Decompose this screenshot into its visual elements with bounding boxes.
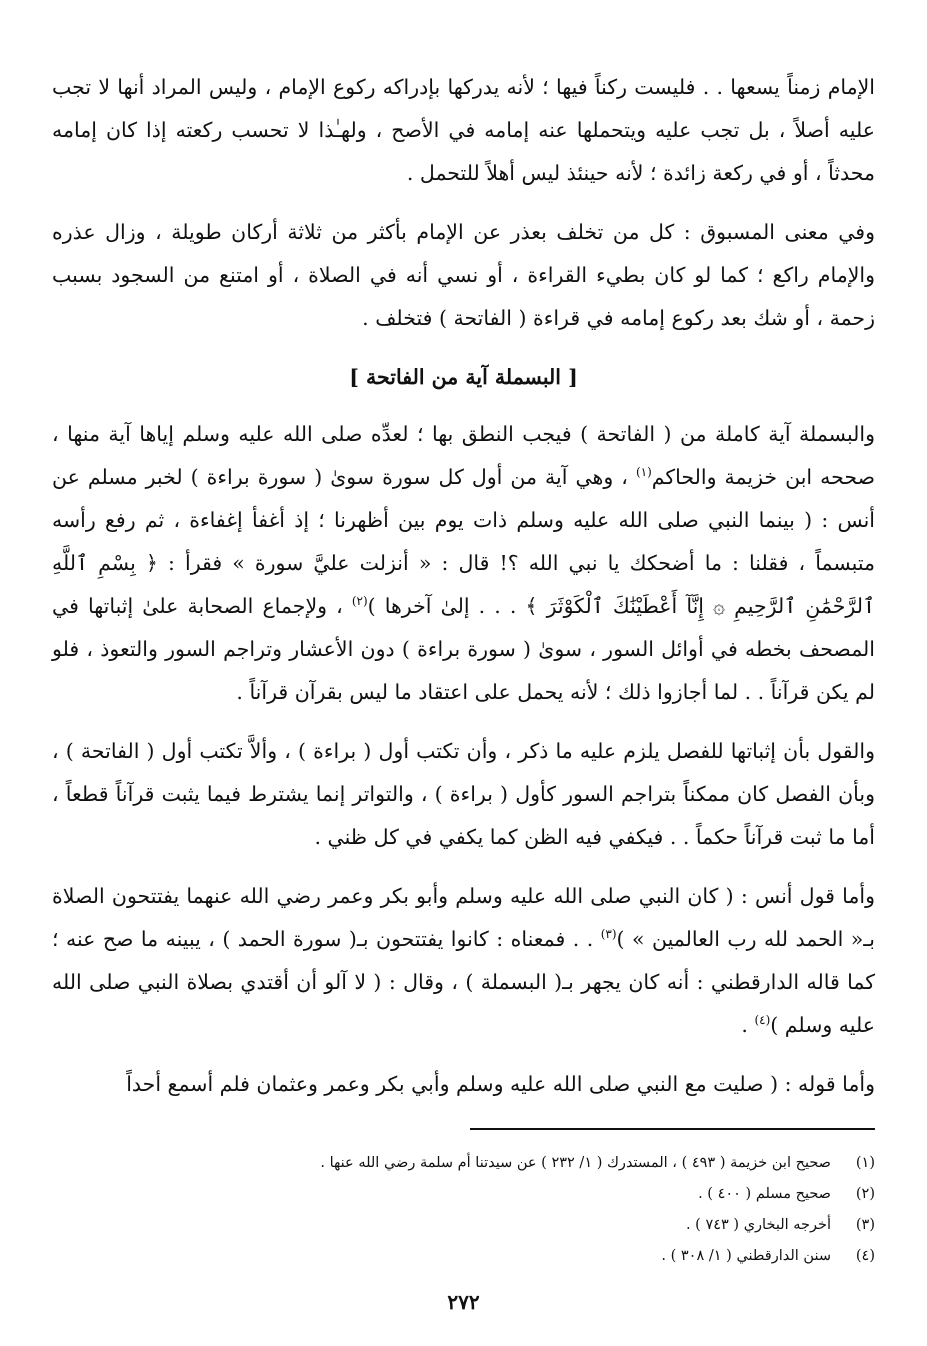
footnote bbox=[52, 1241, 875, 1272]
paragraph-5-text-c: . bbox=[741, 1013, 755, 1037]
section-heading: [ البسملة آية من الفاتحة ] bbox=[349, 365, 578, 389]
footnote-text: سنن الدارقطني ( ١/ ٣٠٨ ) . bbox=[661, 1248, 831, 1264]
footnote-number: (٤) bbox=[855, 1248, 875, 1264]
main-text bbox=[52, 66, 875, 1106]
paragraph-6: وأما قوله : ( صليت مع النبي صلى الله عليه وسلم وأبي بكر وعمر وعثمان فلم أسمع أحداً bbox=[126, 1072, 875, 1096]
paragraph-3 bbox=[52, 413, 875, 714]
footnote-text: أخرجه البخاري ( ٧٤٣ ) . bbox=[685, 1217, 831, 1233]
paragraph-5 bbox=[52, 875, 875, 1047]
paragraph-3-text-b: ، وهي آية من أول كل سورة سوىٰ ( سورة براءة ) لخبر مسلم عن أنس : ( بينما النبي صلى الله عليه وسلم ذات يوم بين أظهرنا ؛ إذ أغفأ إغفاءة ، ثم رفع رأسه متبسماً ، فقلنا : ما أضحكك يا نبي الله ؟! قال : « أنزلت عليَّ سورة » فقرأ : ﴿ بِسْمِ ٱللَّهِ ٱلرَّحْمَٰنِ ٱلرَّحِيمِ ۞ إِنَّآ أَعْطَيْنَٰكَ ٱلْكَوْثَرَ ﴾ . . . إلىٰ آخرها ) bbox=[52, 465, 875, 618]
page-number: ٢٧٢ bbox=[447, 1290, 480, 1314]
paragraph-3-text-a: والبسملة آية كاملة من ( الفاتحة ) فيجب النطق بها ؛ لعدِّه صلى الله عليه وسلم إياها آية منها ، صححه ابن خزيمة والحاكم bbox=[52, 422, 875, 489]
footnote-text: صحيح ابن خزيمة ( ٤٩٣ ) ، المستدرك ( ١/ ٢٣٢ ) عن سيدتنا أم سلمة رضي الله عنها . bbox=[320, 1155, 831, 1171]
footnotes bbox=[52, 1148, 875, 1272]
footnote-ref-1: (١) bbox=[635, 465, 652, 480]
footnote-ref-4: (٤) bbox=[754, 1013, 771, 1028]
footnote-number: (٣) bbox=[855, 1217, 875, 1233]
footnote-number: (١) bbox=[855, 1155, 875, 1171]
footnote bbox=[52, 1210, 875, 1241]
footnote-number: (٢) bbox=[855, 1186, 875, 1202]
paragraph-3-text-c: ، ولإجماع الصحابة علىٰ إثباتها في المصحف بخطه في أوائل السور ، سوىٰ ( سورة براءة ) دون الأعشار وتراجم السور والتعوذ ، فلو لم يكن قرآناً . . لما أجازوا ذلك ؛ لأنه يحمل على اعتقاد ما ليس بقرآن قرآناً . bbox=[52, 594, 875, 704]
paragraph-4: والقول بأن إثباتها للفصل يلزم عليه ما ذكر ، وأن تكتب أول ( براءة ) ، وألاَّ تكتب أول ( الفاتحة ) ، وبأن الفصل كان ممكناً بتراجم السور كأول ( براءة ) ، والتواتر إنما يشترط فيما يثبت قرآناً قطعاً ، أما ما ثبت قرآناً حكماً . . فيكفي فيه الظن كما يكفي في كل ظني . bbox=[52, 739, 875, 849]
footnote-divider bbox=[470, 1128, 875, 1130]
footnote bbox=[52, 1179, 875, 1210]
paragraph-5-text-a: وأما قول أنس : ( كان النبي صلى الله عليه وسلم وأبو بكر وعمر رضي الله عنهما يفتتحون الصلاة بـ« الحمد لله رب العالمين » ) bbox=[52, 884, 875, 951]
footnote bbox=[52, 1148, 875, 1179]
paragraph-2: وفي معنى المسبوق : كل من تخلف بعذر عن الإمام بأكثر من ثلاثة أركان طويلة ، وزال عذره والإمام راكع ؛ كما لو كان بطيء القراءة ، أو نسي أنه في الصلاة ، أو امتنع من السجود بسبب زحمة ، أو شك بعد ركوع إمامه في قراءة ( الفاتحة ) فتخلف . bbox=[52, 220, 875, 330]
paragraph-5-text-b: . . فمعناه : كانوا يفتتحون بـ( سورة الحمد ) ، يبينه ما صح عنه ؛ كما قاله الدارقطني : أنه كان يجهر بـ( البسملة ) ، وقال : ( لا آلو أن أقتدي بصلاة النبي صلى الله عليه وسلم ) bbox=[52, 927, 875, 1037]
footnote-ref-3: (٣) bbox=[600, 927, 617, 942]
footnote-text: صحيح مسلم ( ٤٠٠ ) . bbox=[698, 1186, 831, 1202]
footnote-ref-2: (٢) bbox=[351, 594, 368, 609]
paragraph-1: الإمام زمناً يسعها . . فليست ركناً فيها ؛ لأنه يدركها بإدراكه ركوع الإمام ، وليس المراد أنها لا تجب عليه أصلاً ، بل تجب عليه ويتحملها عنه إمامه في الأصح ، ولهـٰذا لا تحسب ركعته إذا كان إمامه محدثاً ، أو في ركعة زائدة ؛ لأنه حينئذ ليس أهلاً للتحمل . bbox=[52, 75, 875, 185]
